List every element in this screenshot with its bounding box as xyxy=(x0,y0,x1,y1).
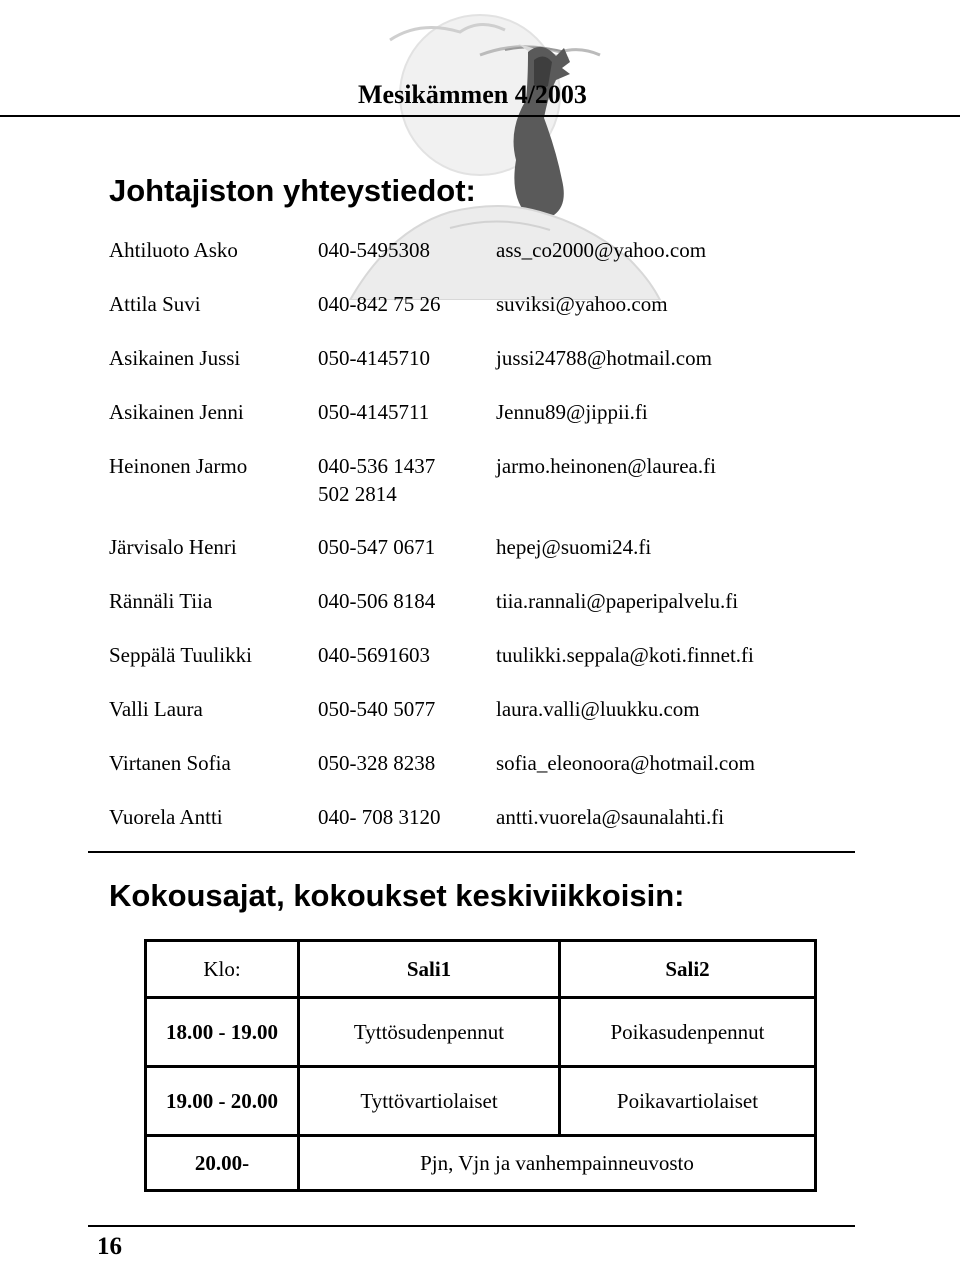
contact-email: laura.valli@luukku.com xyxy=(496,697,700,721)
contact-phone: 040-5691603 xyxy=(318,643,430,667)
time-cell: 19.00 - 20.00 xyxy=(146,1067,299,1136)
sali1-cell: Tyttövartiolaiset xyxy=(299,1067,560,1136)
page-number: 16 xyxy=(97,1233,122,1260)
contact-email: tiia.rannali@paperipalvelu.fi xyxy=(496,589,739,613)
contacts-heading: Johtajiston yhteystiedot: xyxy=(109,173,476,208)
sali1-cell: Tyttösudenpennut xyxy=(299,998,560,1067)
contact-name: Asikainen Jussi xyxy=(109,346,241,370)
meeting-schedule-table xyxy=(144,939,817,1192)
time-cell: 18.00 - 19.00 xyxy=(146,998,299,1067)
contact-phone: 040- 708 3120 xyxy=(318,805,441,829)
contact-name: Ahtiluoto Asko xyxy=(109,238,238,262)
contact-email: hepej@suomi24.fi xyxy=(496,535,652,559)
contact-phone: 050-4145710 xyxy=(318,346,430,370)
header-time: Klo: xyxy=(146,941,299,998)
contact-email: sofia_eleonoora@hotmail.com xyxy=(496,751,756,775)
contact-name: Rännäli Tiia xyxy=(109,589,213,613)
contact-phone: 040-5495308 xyxy=(318,238,430,262)
contact-email: antti.vuorela@saunalahti.fi xyxy=(496,805,725,829)
contact-email: jarmo.heinonen@laurea.fi xyxy=(496,454,716,478)
header-divider xyxy=(0,115,960,117)
footer-divider xyxy=(88,1225,855,1227)
header-sali2: Sali2 xyxy=(560,941,816,998)
contact-name: Asikainen Jenni xyxy=(109,400,244,424)
contact-name: Attila Suvi xyxy=(109,292,201,316)
table-row xyxy=(146,1067,816,1136)
contact-email: suviksi@yahoo.com xyxy=(496,292,668,316)
contact-email: ass_co2000@yahoo.com xyxy=(496,238,707,262)
sali2-cell: Poikasudenpennut xyxy=(560,998,816,1067)
table-header-row xyxy=(146,941,816,998)
contact-name: Valli Laura xyxy=(109,697,203,721)
table-row xyxy=(146,1136,816,1191)
table-row xyxy=(146,998,816,1067)
contact-phone: 040-536 1437 xyxy=(318,454,436,478)
contact-phone-secondary: 502 2814 xyxy=(318,482,397,506)
contact-name: Järvisalo Henri xyxy=(109,535,237,559)
contact-phone: 040-842 75 26 xyxy=(318,292,441,316)
section-divider xyxy=(88,851,855,853)
contact-name: Virtanen Sofia xyxy=(109,751,231,775)
newsletter-title: Mesikämmen 4/2003 xyxy=(358,80,587,109)
contact-phone: 040-506 8184 xyxy=(318,589,436,613)
contact-name: Heinonen Jarmo xyxy=(109,454,248,478)
sali2-cell: Poikavartiolaiset xyxy=(560,1067,816,1136)
contact-email: tuulikki.seppala@koti.finnet.fi xyxy=(496,643,754,667)
contact-phone: 050-540 5077 xyxy=(318,697,436,721)
contact-name: Vuorela Antti xyxy=(109,805,223,829)
contact-email: jussi24788@hotmail.com xyxy=(496,346,712,370)
contact-phone: 050-4145711 xyxy=(318,400,430,424)
meetings-heading: Kokousajat, kokoukset keskiviikkoisin: xyxy=(109,878,685,913)
time-cell: 20.00- xyxy=(146,1136,299,1191)
contact-name: Seppälä Tuulikki xyxy=(109,643,252,667)
merged-cell: Pjn, Vjn ja vanhempainneuvosto xyxy=(299,1136,816,1191)
contact-email: Jennu89@jippii.fi xyxy=(496,400,648,424)
header-sali1: Sali1 xyxy=(299,941,560,998)
contact-phone: 050-547 0671 xyxy=(318,535,436,559)
contact-phone: 050-328 8238 xyxy=(318,751,436,775)
